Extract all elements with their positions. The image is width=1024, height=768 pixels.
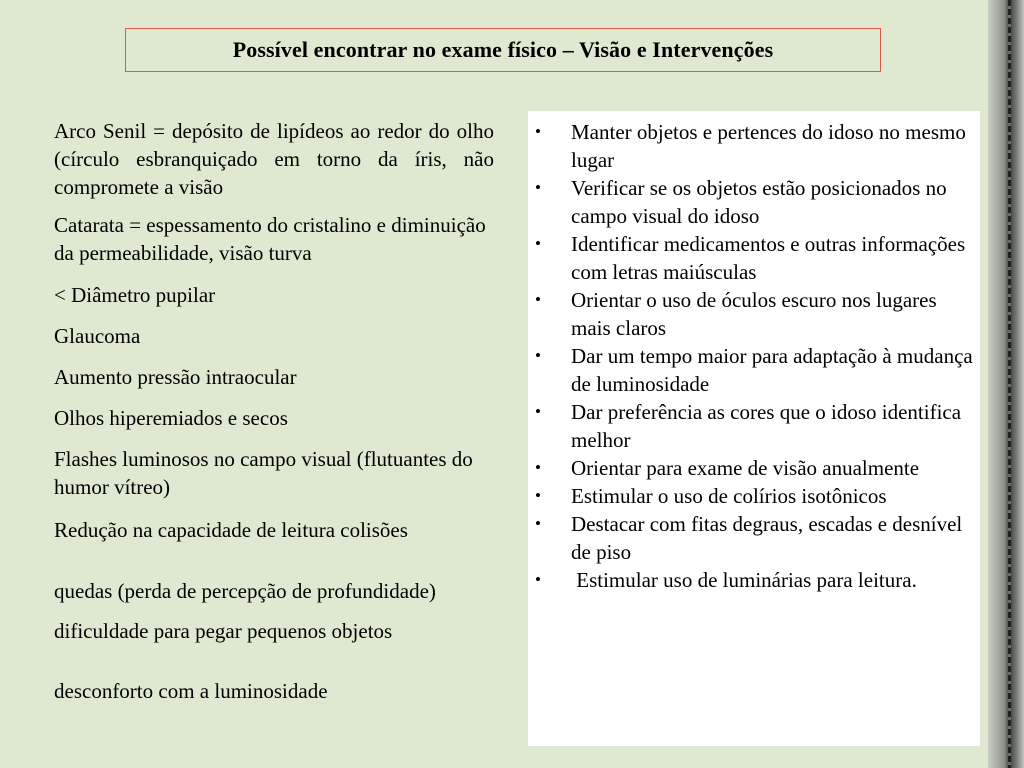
intervention-text: Destacar com fitas degraus, escadas e desnível de piso [571, 512, 963, 564]
bullet-icon: • [535, 290, 541, 309]
finding-glaucoma: Glaucoma [54, 324, 141, 348]
intervention-item [534, 286, 974, 342]
bullet-icon: • [535, 234, 541, 253]
intervention-text: Dar um tempo maior para adaptação à mudança de luminosidade [571, 344, 973, 396]
finding-olhos-hiperemiados: Olhos hiperemiados e secos [54, 406, 288, 430]
intervention-item [534, 342, 974, 398]
bullet-icon: • [535, 178, 541, 197]
intervention-text: Verificar se os objetos estão posicionados no campo visual do idoso [571, 176, 947, 228]
intervention-item [534, 230, 974, 286]
bullet-icon: • [535, 122, 541, 141]
intervention-text: Orientar o uso de óculos escuro nos lugares mais claros [571, 288, 937, 340]
decorative-edge-line [1008, 0, 1011, 768]
intervention-text: Orientar para exame de visão anualmente [571, 456, 920, 480]
finding-desconforto-luminosidade: desconforto com a luminosidade [54, 679, 328, 703]
intervention-item [534, 454, 974, 482]
intervention-item [534, 510, 974, 566]
intervention-item [534, 482, 974, 510]
interventions-box [528, 111, 980, 746]
intervention-text: Dar preferência as cores que o idoso identifica melhor [571, 400, 962, 452]
intervention-item [534, 118, 974, 174]
intervention-item [534, 174, 974, 230]
bullet-icon: • [535, 486, 541, 505]
interventions-list [534, 118, 974, 594]
finding-diametro-pupilar: ˂ Diâmetro pupilar [54, 283, 216, 307]
intervention-text: Identificar medicamentos e outras informações com letras maiúsculas [571, 232, 966, 284]
intervention-item [534, 566, 974, 594]
finding-quedas: quedas (perda de percepção de profundidade) [54, 579, 436, 603]
finding-catarata: Catarata = espessamento do cristalino e diminuição da permeabilidade, visão turva [54, 213, 486, 265]
intervention-text: Estimular uso de luminárias para leitura. [571, 568, 917, 592]
finding-pressao-intraocular: Aumento pressão intraocular [54, 365, 297, 389]
finding-arco-senil: Arco Senil = depósito de lipídeos ao redor do olho (círculo esbranquiçado em torno da íris, não compromete a visão [54, 119, 494, 199]
bullet-icon: • [535, 458, 541, 477]
bullet-icon: • [535, 570, 541, 589]
finding-reducao-leitura: Redução na capacidade de leitura colisões [54, 518, 408, 542]
intervention-text: Manter objetos e pertences do idoso no mesmo lugar [571, 120, 966, 172]
title-box [125, 28, 881, 72]
exam-findings-list [54, 117, 494, 705]
bullet-icon: • [535, 514, 541, 533]
bullet-icon: • [535, 346, 541, 365]
intervention-text: Estimular o uso de colírios isotônicos [571, 484, 887, 508]
finding-pegar-objetos: dificuldade para pegar pequenos objetos [54, 619, 393, 643]
bullet-icon: • [535, 402, 541, 421]
decorative-edge-strip [988, 0, 1024, 768]
slide-title: Possível encontrar no exame físico – Visão e Intervenções [232, 37, 774, 62]
finding-flashes-luminosos: Flashes luminosos no campo visual (flutuantes do humor vítreo) [54, 447, 473, 499]
intervention-item [534, 398, 974, 454]
